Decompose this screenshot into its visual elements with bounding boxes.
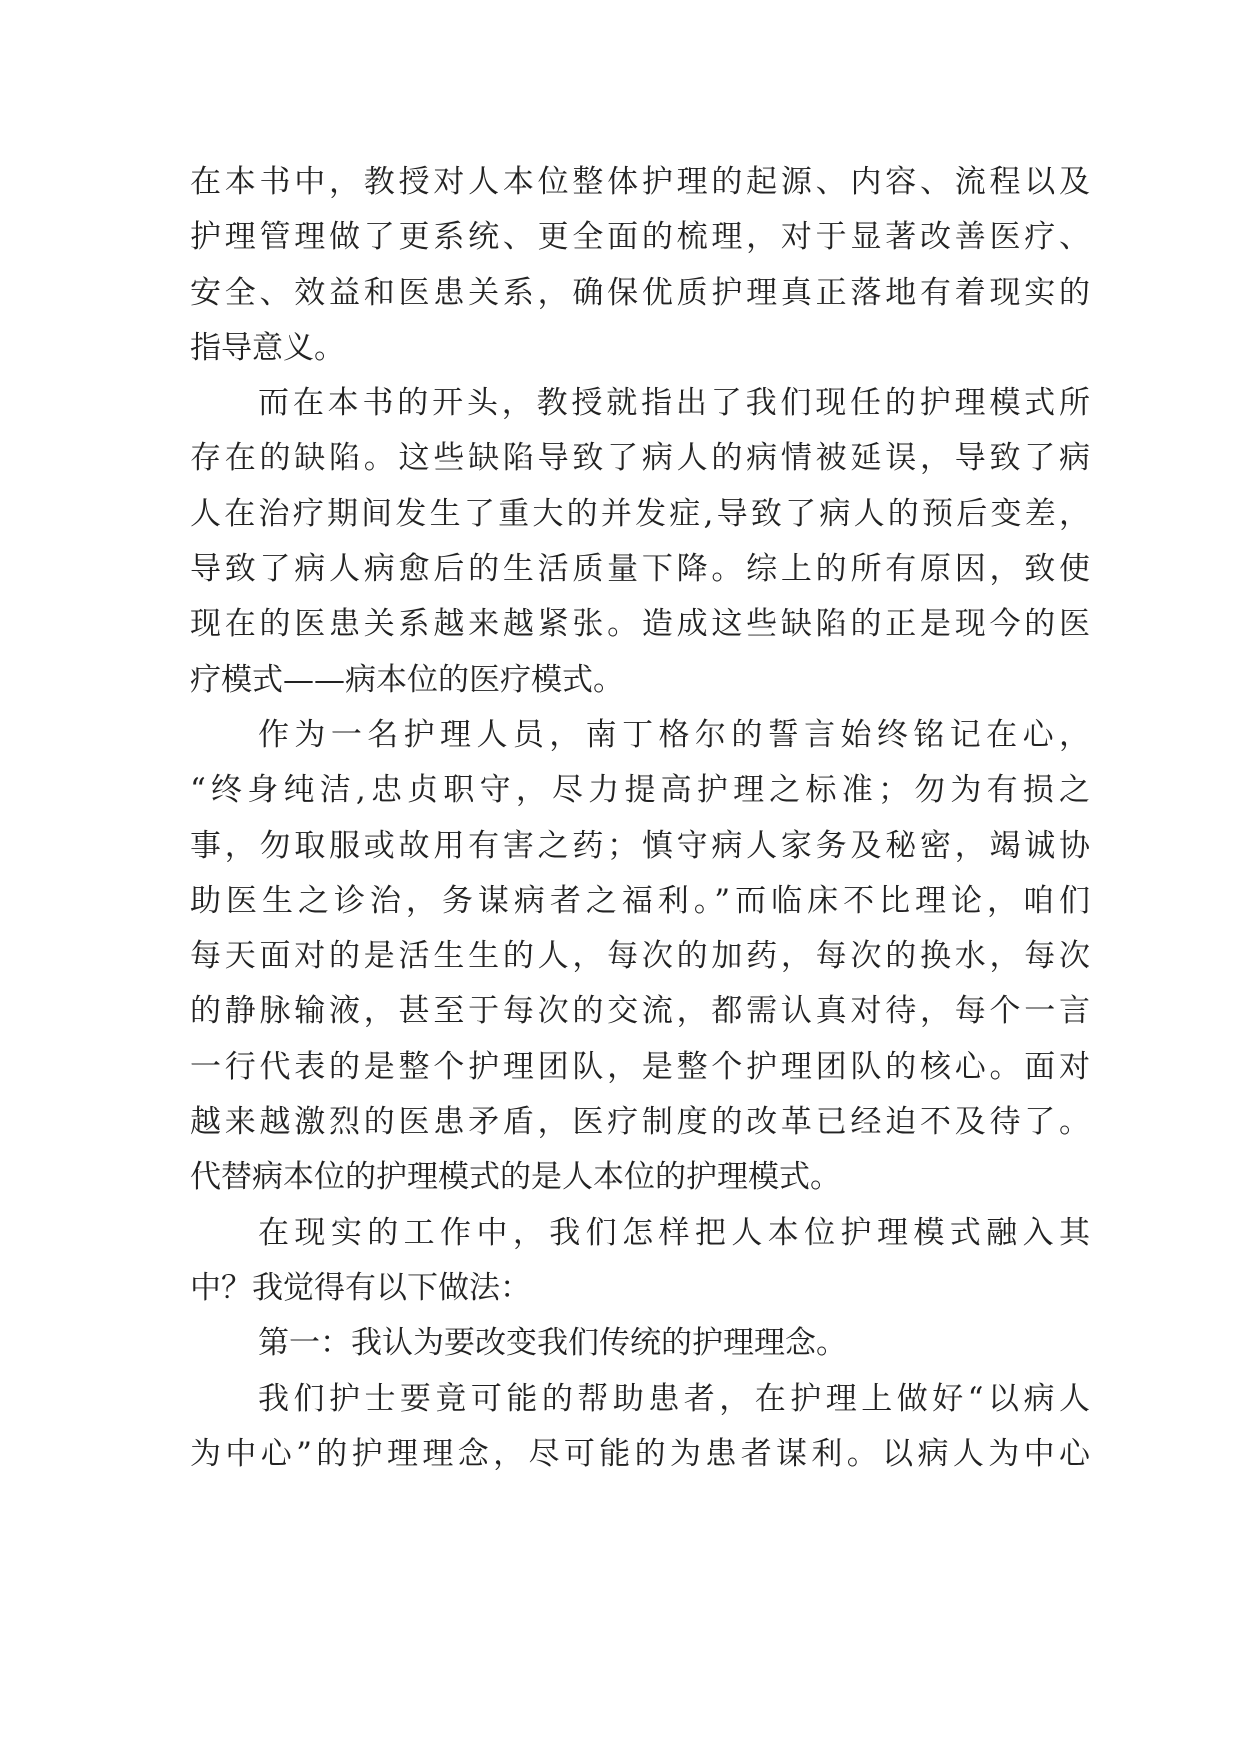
body-text	[190, 155, 1090, 1482]
text-line: 每天面对的是活生生的人，每次的加药，每次的换水，每次	[190, 938, 1090, 975]
text-line: 疗模式——病本位的医疗模式。	[190, 661, 624, 698]
text-line: “终身纯洁,忠贞职守，尽力提高护理之标准；勿为有损之	[190, 772, 1090, 809]
text-line: 的静脉输液，甚至于每次的交流，都需认真对待，每个一言	[190, 993, 1090, 1030]
text-line: 作为一名护理人员，南丁格尔的誓言始终铭记在心，	[258, 716, 1090, 753]
text-line: 中？我觉得有以下做法：	[190, 1269, 531, 1306]
text-line: 越来越激烈的医患矛盾，医疗制度的改革已经迫不及待了。	[190, 1104, 1090, 1141]
text-line: 第一：我认为要改变我们传统的护理理念。	[258, 1325, 847, 1362]
text-line: 指导意义。	[190, 329, 345, 366]
text-line: 导致了病人病愈后的生活质量下降。综上的所有原因，致使	[190, 551, 1090, 588]
text-line: 安全、效益和医患关系，确保优质护理真正落地有着现实的	[190, 274, 1090, 311]
text-line: 存在的缺陷。这些缺陷导致了病人的病情被延误，导致了病	[190, 440, 1090, 477]
text-line: 在本书中，教授对人本位整体护理的起源、内容、流程以及	[190, 164, 1090, 200]
text-line: 现在的医患关系越来越紧张。造成这些缺陷的正是现今的医	[190, 606, 1090, 643]
text-line: 护理管理做了更系统、更全面的梳理，对于显著改善医疗、	[190, 219, 1090, 256]
text-line: 助医生之诊治，务谋病者之福利。”而临床不比理论，咱们	[190, 882, 1090, 919]
text-line: 在现实的工作中，我们怎样把人本位护理模式融入其	[258, 1214, 1090, 1251]
text-line: 为中心”的护理理念，尽可能的为患者谋利。以病人为中心	[190, 1435, 1090, 1472]
text-line: 代替病本位的护理模式的是人本位的护理模式。	[190, 1159, 841, 1196]
text-line: 人在治疗期间发生了重大的并发症,导致了病人的预后变差，	[190, 495, 1090, 532]
text-line: 我们护士要竟可能的帮助患者，在护理上做好“以病人	[258, 1380, 1090, 1417]
text-line: 事，勿取服或故用有害之药；慎守病人家务及秘密，竭诚协	[190, 827, 1090, 864]
text-line: 而在本书的开头，教授就指出了我们现任的护理模式所	[258, 385, 1090, 422]
text-line: 一行代表的是整个护理团队，是整个护理团队的核心。面对	[190, 1048, 1090, 1085]
